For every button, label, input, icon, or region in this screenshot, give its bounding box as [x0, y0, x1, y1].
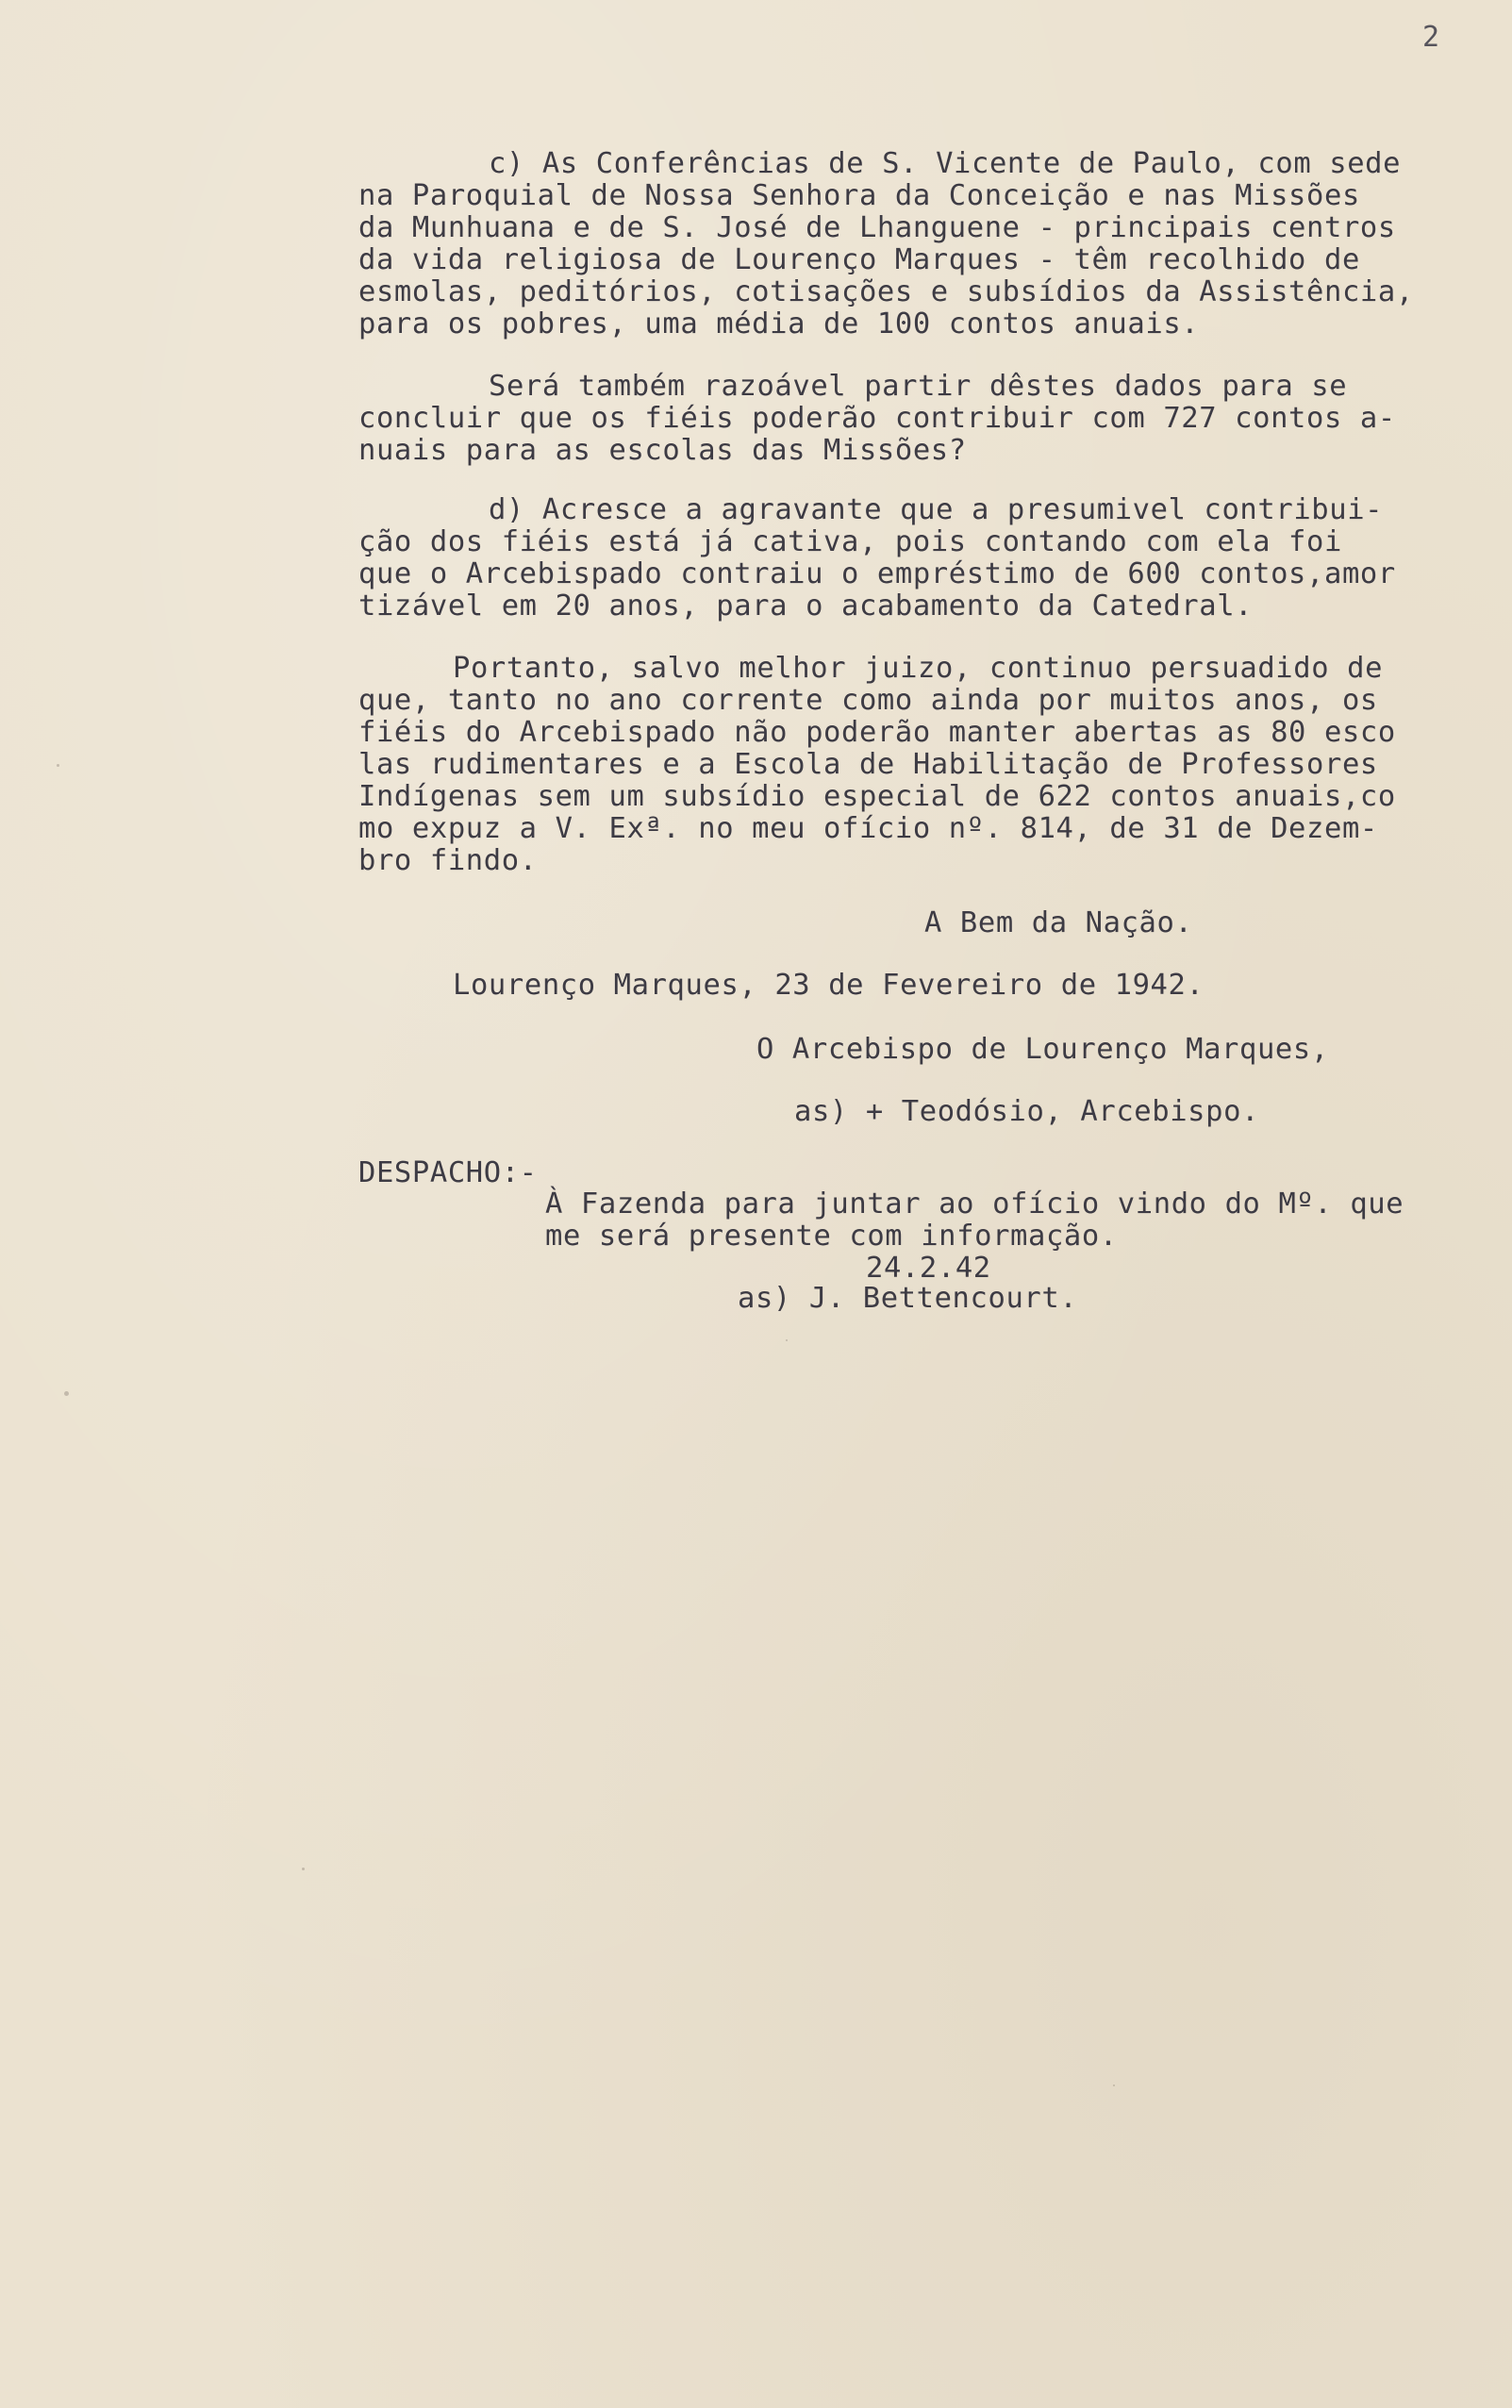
place-date: Lourenço Marques, 23 de Fevereiro de 1942. [453, 969, 1205, 1002]
paragraph-c-line: da Munhuana e de S. José de Lhanguene - principais centros [358, 211, 1396, 244]
paragraph-d-line: ção dos fiéis está já cativa, pois contando com ela foi [358, 525, 1342, 558]
paragraph-portanto-line: Indígenas sem um subsídio especial de 622 contos anuais,co [358, 780, 1396, 813]
closing-salutation: A Bem da Nação. [924, 906, 1193, 939]
paper-fleck [57, 764, 59, 767]
paragraph-sera-line: nuais para as escolas das Missões? [358, 434, 967, 467]
paragraph-sera-line: Será também razoável partir dêstes dados para se [489, 370, 1348, 403]
paragraph-portanto-line: fiéis do Arcebispado não poderão manter abertas as 80 esco [358, 716, 1396, 749]
paragraph-c-line: da vida religiosa de Lourenço Marques - têm recolhido de [358, 243, 1360, 276]
paper-fleck [302, 1868, 305, 1870]
page-number: 2 [1422, 21, 1440, 54]
despacho-signature: as) J. Bettencourt. [738, 1282, 1078, 1315]
paragraph-c-line: para os pobres, uma média de 100 contos anuais. [358, 307, 1200, 340]
paragraph-d-line: tizável em 20 anos, para o acabamento da Catedral. [358, 590, 1254, 623]
despacho-line: me será presente com informação. [545, 1220, 1118, 1253]
paragraph-d-line: que o Arcebispado contraiu o empréstimo de 600 contos,amor [358, 557, 1396, 590]
paragraph-c-line: na Paroquial de Nossa Senhora da Conceição e nas Missões [358, 179, 1360, 212]
paragraph-d-line: d) Acresce a agravante que a presumivel contribui- [489, 493, 1384, 526]
paper-fleck [660, 538, 662, 540]
despacho-date: 24.2.42 [866, 1252, 991, 1285]
despacho-label: DESPACHO:- [358, 1156, 538, 1189]
signatory: as) + Teodósio, Arcebispo. [794, 1095, 1260, 1128]
paper-fleck [1113, 2084, 1115, 2086]
signatory-title: O Arcebispo de Lourenço Marques, [756, 1033, 1329, 1066]
despacho-line: À Fazenda para juntar ao ofício vindo do Mº. que [545, 1187, 1404, 1221]
paragraph-portanto-line: mo expuz a V. Exª. no meu ofício nº. 814, de 31 de Dezem- [358, 812, 1378, 845]
paragraph-portanto-line: Portanto, salvo melhor juizo, continuo persuadido de [453, 652, 1384, 685]
paragraph-c-line: esmolas, peditórios, cotisações e subsídios da Assistência, [358, 275, 1414, 308]
paragraph-portanto-line: las rudimentares e a Escola de Habilitação de Professores [358, 748, 1378, 781]
paragraph-sera-line: concluir que os fiéis poderão contribuir com 727 contos a- [358, 402, 1396, 435]
paper-fleck [786, 1339, 788, 1341]
paragraph-portanto-line: que, tanto no ano corrente como ainda por muitos anos, os [358, 684, 1378, 717]
paper-fleck [64, 1391, 69, 1396]
paragraph-c-line: c) As Conferências de S. Vicente de Paulo, com sede [489, 147, 1402, 180]
paragraph-portanto-line: bro findo. [358, 844, 538, 877]
